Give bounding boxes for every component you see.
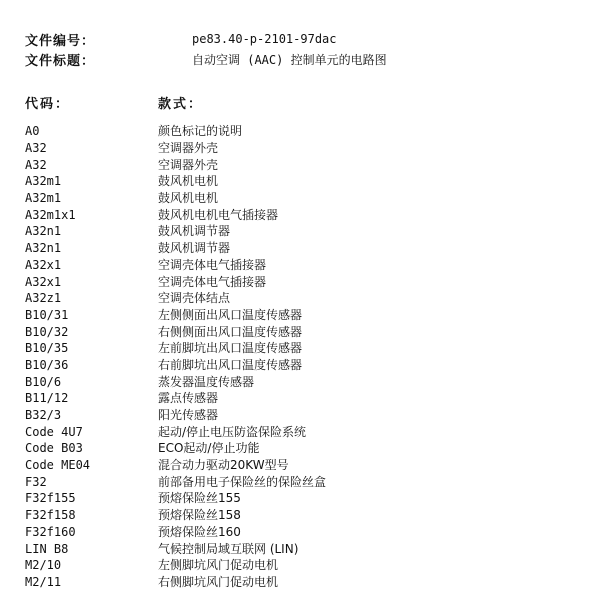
row-code: LIN B8 [25,541,69,556]
row-description: 鼓风机调节器 [158,224,231,239]
row-description: 混合动力驱动20KW型号 [158,458,289,473]
table-row [25,457,585,474]
row-description: 左侧侧面出风口温度传感器 [158,307,303,322]
table-row [25,540,585,557]
style-column-heading: 款式： [158,96,204,112]
table-row [25,140,585,157]
table-row [25,240,585,257]
row-code: F32f155 [25,491,76,506]
table-row [25,206,585,223]
row-description: 阳光传感器 [158,408,219,423]
row-description: 前部备用电子保险丝的保险丝盒 [158,474,327,489]
row-description: 左侧脚坑风门促动电机 [158,558,279,573]
table-row [25,340,585,357]
row-description: 鼓风机电机电气插接器 [158,207,279,222]
table-row [25,173,585,190]
row-code: Code B03 [25,441,83,456]
doc-title-row [25,50,387,68]
table-row [25,190,585,207]
row-code: A32 [25,141,47,156]
table-row [25,273,585,290]
row-description: ECO起动/停止功能 [158,441,260,456]
row-description: 空调器外壳 [158,157,219,172]
doc-title-value: 自动空调 (AAC) 控制单元的电路图 [192,52,387,67]
table-row [25,290,585,307]
row-code: A32 [25,157,47,172]
row-code: B32/3 [25,408,62,423]
row-code: B10/36 [25,357,69,372]
row-code: A32x1 [25,257,62,272]
table-row [25,490,585,507]
row-code: B10/31 [25,307,69,322]
row-code: B10/35 [25,341,69,356]
table-row [25,524,585,541]
row-description: 预熔保险丝158 [158,508,241,523]
row-code: A0 [25,124,40,139]
code-column-heading: 代码： [25,96,71,112]
table-row [25,373,585,390]
table-row [25,407,585,424]
row-description: 右侧侧面出风口温度传感器 [158,324,303,339]
row-description: 左前脚坑出风口温度传感器 [158,341,303,356]
table-row [25,557,585,574]
row-code: M2/11 [25,574,62,589]
row-code: A32x1 [25,274,62,289]
row-code: A32z1 [25,291,62,306]
doc-number-value: pe83.40-p-2101-97dac [192,32,337,46]
row-code: F32f160 [25,524,76,539]
code-table [25,123,585,590]
row-description: 空调壳体电气插接器 [158,257,267,272]
row-description: 预熔保险丝155 [158,491,241,506]
table-row [25,257,585,274]
row-description: 蒸发器温度传感器 [158,374,255,389]
row-description: 鼓风机调节器 [158,241,231,256]
row-description: 右侧脚坑风门促动电机 [158,574,279,589]
row-code: B11/12 [25,391,69,406]
row-description: 预熔保险丝160 [158,524,241,539]
row-code: F32 [25,474,47,489]
row-description: 鼓风机电机 [158,174,219,189]
doc-number-row [25,30,337,48]
row-code: A32m1 [25,191,62,206]
table-row [25,357,585,374]
table-row [25,323,585,340]
table-row [25,307,585,324]
row-code: F32f158 [25,508,76,523]
table-heading-row [25,93,203,111]
doc-title-label: 文件标题： [25,53,96,69]
row-description: 鼓风机电机 [158,191,219,206]
row-code: A32n1 [25,224,62,239]
row-code: B10/32 [25,324,69,339]
row-code: Code 4U7 [25,424,83,439]
row-code: B10/6 [25,374,62,389]
table-row [25,156,585,173]
row-code: M2/10 [25,558,62,573]
table-row [25,423,585,440]
row-code: A32m1 [25,174,62,189]
row-description: 空调器外壳 [158,141,219,156]
row-description: 气候控制局域互联网 (LIN) [158,541,299,556]
table-row [25,223,585,240]
row-code: A32n1 [25,241,62,256]
table-row [25,507,585,524]
row-code: A32m1x1 [25,207,76,222]
doc-number-label: 文件编号： [25,33,96,49]
row-description: 空调壳体结点 [158,291,231,306]
table-row [25,390,585,407]
table-row [25,473,585,490]
row-code: Code ME04 [25,458,91,473]
table-row [25,440,585,457]
table-row [25,123,585,140]
row-description: 起动/停止电压防盗保险系统 [158,424,307,439]
row-description: 颜色标记的说明 [158,124,243,139]
row-description: 空调壳体电气插接器 [158,274,267,289]
row-description: 露点传感器 [158,391,219,406]
row-description: 右前脚坑出风口温度传感器 [158,357,303,372]
